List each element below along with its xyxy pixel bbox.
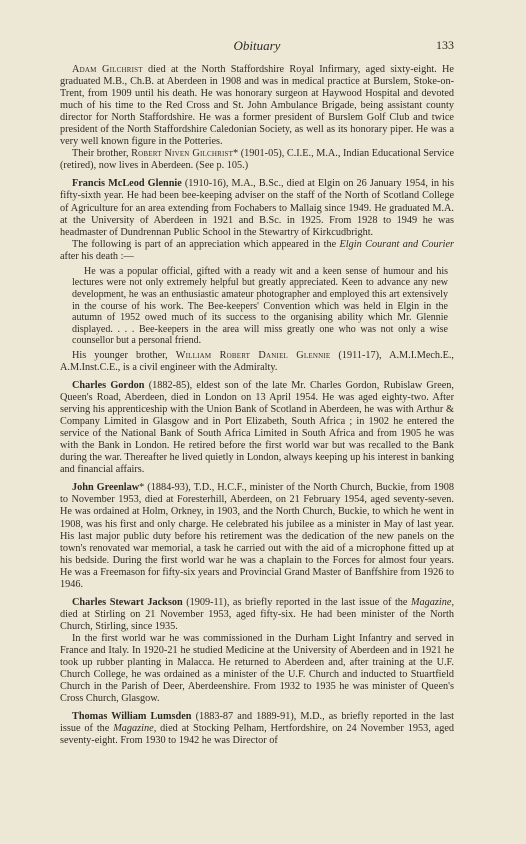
paragraph-greenlaw: [60, 482, 454, 590]
person-name: John Greenlaw: [72, 482, 140, 494]
person-name: Robert Niven Gilchrist: [131, 148, 234, 160]
page-header: [60, 38, 454, 54]
paragraph-text: (1909-11), as briefly reported in the last issue of the: [182, 596, 411, 608]
paragraph-text: The following is part of an appreciation which appeared in the: [72, 238, 340, 250]
page-number: 133: [436, 38, 454, 52]
paragraph-text: died at the North Staffordshire Royal Infirmary, aged sixty-eight. He graduated M.B., Ch.B. at Aberdeen in 1908 and was in medical practice at Burslem, Stoke-on-Trent, from 1909 until his death. He was honorary surgeon at Haywood Hospital and devoted much of his time to the Red Cross and St. John Ambulance Brigade, being assistant county director for North Staffordshire. He was a former president of Burslem Golf Club and twice president of the North Staffordshire Caledonian Society, as well as its honorary piper. He was a very well known figure in the Potteries.: [60, 64, 454, 148]
paragraph-text: (1911-17), A.M.I.Mech.E., A.M.Inst.C.E., is a civil engineer with the Admiralty.: [60, 349, 454, 373]
person-name: Charles Gordon: [72, 380, 145, 391]
paragraph-text: (1910-16), M.A., B.Sc., died at Elgin on 26 January 1954, in his fifty-sixth year. He had been bee-keeping adviser on the staff of the North of Scotland College of Agriculture for an area extending from Fochabers to Mallaig since 1949. He graduated M.A. at the University of Aberdeen in 1921 and B.Sc. in 1925. From 1928 to 1949 he was headmaster of Dundrennan Public School in the Stewartry of Kirkcudbright.: [60, 178, 454, 238]
running-title: Obituary: [233, 38, 281, 53]
paragraph-glennie: [60, 178, 454, 238]
publication-title: Elgin Courant and Courier: [339, 238, 455, 250]
publication-title: Magazine: [113, 723, 154, 735]
paragraph-lead: Their brother,: [72, 148, 132, 160]
obituary-body: [60, 64, 454, 747]
paragraph-gilchrist: [60, 64, 454, 148]
paragraph-gordon: [60, 380, 454, 476]
paragraph-text: (1882-85), eldest son of the late Mr. Charles Gordon, Rubislaw Green, Queen's Road, Aberdeen, died in London on 13 April 1954. He was aged eighty-two. After serving his apprenticeship with the Union Bank of Scotland in Aberdeen, he was with Arthur & Company Limited in Glasgow and in Port Elizabeth, South Africa ; in 1902 he entered the service of the National Bank of South Africa Limited in South Africa and from 1905 he was with the Bank in London. He retired before the first world war but was recalled to the Bank during the war. Thereafter he lived quietly in London, always keeping up his interest in banking and financial affairs.: [60, 380, 454, 476]
paragraph-glennie-brother: [60, 350, 454, 374]
paragraph-gilchrist-brother: [60, 148, 454, 172]
paragraph-text: (1883-87 and 1889-91), M.D., as briefly reported in the last issue of the: [60, 711, 454, 735]
paragraph-text: , died at Stocking Pelham, Hertfordshire, on 24 November 1953, aged seventy-eight. From 1930 to 1942 he was Director of: [60, 723, 455, 747]
block-quote: He was a popular official, gifted with a ready wit and a keen sense of humour and his lectures were not only extremely helpful but greatly appreciated. Keen to advance any new development, he was an enthusiastic amateur photographer and employed this art extensively in the course of his work. The Bee-keepers' Convention which was held in Elgin in the autumn of 1952 owed much of its success to the organising ability which Mr. Glennie displayed. . . . Bee-keepers in the area will miss greatly one who was not only a wise counsellor but a personal friend.: [72, 265, 448, 347]
paragraph-text: * (1901-05), C.I.E., M.A., Indian Educational Service (retired), now lives in Aberdeen. (See p. 105.): [60, 148, 455, 172]
paragraph-jackson: [60, 597, 454, 633]
paragraph-jackson-cont: In the first world war he was commissioned in the Durham Light Infantry and served in France and Italy. In 1920-21 he studied Medicine at the University of Aberdeen and in 1921 he took up rubber planting in Malacca. He returned to Aberdeen and, after training at the U.F. Church College, he was ordained as a minister of the U.F. Church and inducted to Stuartfield Church in the Parish of Deer, Aberdeenshire. From 1932 to 1935 he was minister of Queen's Cross Church, Glasgow.: [60, 632, 454, 705]
person-name: William Robert Daniel Glennie: [175, 349, 331, 361]
paragraph-glennie-appreciation: [60, 239, 454, 263]
person-name: Thomas William Lumsden: [72, 711, 192, 723]
paragraph-lead: His younger brother,: [72, 349, 176, 361]
person-name: Francis McLeod Glennie: [72, 178, 182, 190]
paragraph-text: , died at Stirling on 21 November 1953, aged fifty-six. He had been minister of the North Church, Stirling, since 1935.: [60, 596, 454, 632]
publication-title: Magazine: [411, 596, 452, 608]
paragraph-text: after his death :—: [60, 250, 134, 262]
person-name: Adam Gilchrist: [72, 64, 143, 75]
paragraph-lumsden: [60, 711, 454, 747]
paragraph-text: * (1884-93), T.D., H.C.F., minister of the North Church, Buckie, from 1908 to November 1953, died at Foresterhill, Aberdeen, on 21 February 1954, aged seventy-seven. He was ordained at Holm, Orkney, in 1903, and the North Church, Buckie, to which he went in 1908, was his first and only charge. He celebrated his jubilee as a minister in May of last year. His last major public duty before his retirement was the dedication of the new panels on the town's renovated war memorial, a task he carried out with the aid of a microphone fitted up at his bedside. During the first world war he was a chaplain to the Forces for almost four years. He was a Freemason for fifty-six years and Provincial Grand Master of Banffshire from 1926 to 1946.: [60, 482, 454, 590]
person-name: Charles Stewart Jackson: [72, 596, 183, 608]
